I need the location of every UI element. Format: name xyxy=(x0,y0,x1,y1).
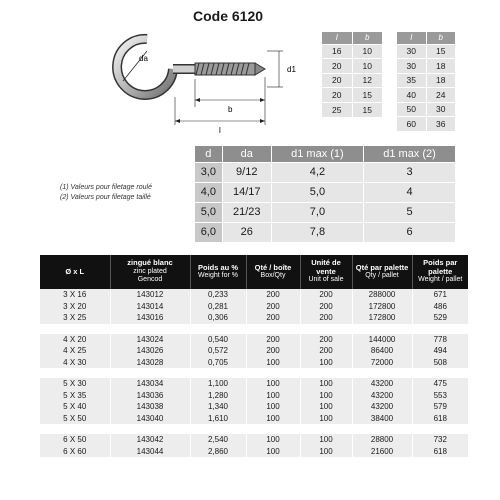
spacer-cell xyxy=(40,424,468,434)
table-row xyxy=(40,378,468,390)
header-sub: Qty / pallet xyxy=(365,272,399,279)
col-da: da xyxy=(222,146,271,162)
cell: 24 xyxy=(426,88,455,103)
header-main: Poids par palette xyxy=(423,258,458,276)
header-main: Qté / boîte xyxy=(254,262,292,272)
page-title: Code 6120 xyxy=(193,8,264,24)
cell: 4 xyxy=(364,182,455,202)
col-d: d xyxy=(195,146,222,162)
cell: 143012 xyxy=(110,289,190,301)
table-row xyxy=(195,182,455,202)
cell: 143016 xyxy=(110,312,190,324)
cell: 100 xyxy=(246,390,300,402)
label-l: l xyxy=(219,126,221,135)
cell: 4,2 xyxy=(271,162,363,182)
cell: 43200 xyxy=(352,390,412,402)
cell: 15 xyxy=(352,88,382,103)
cell: 4 X 20 xyxy=(40,334,110,346)
table-row xyxy=(195,202,455,222)
cell: 3 X 20 xyxy=(40,301,110,313)
table-row xyxy=(322,88,382,103)
cell: 200 xyxy=(246,289,300,301)
table-row xyxy=(397,88,455,103)
cell: 0,572 xyxy=(190,345,246,357)
cell: 3,0 xyxy=(195,162,222,182)
cell: 553 xyxy=(412,390,468,402)
cell: 0,281 xyxy=(190,301,246,313)
cell: 43200 xyxy=(352,401,412,413)
cell: 30 xyxy=(397,59,426,74)
spacer-cell xyxy=(40,324,468,334)
cell: 579 xyxy=(412,401,468,413)
cell: 100 xyxy=(246,378,300,390)
cell: 20 xyxy=(322,88,352,103)
table-row xyxy=(322,73,382,88)
col-box-qty xyxy=(246,255,300,289)
cell: 486 xyxy=(412,301,468,313)
cell: 5 X 30 xyxy=(40,378,110,390)
header-sub: Weight for % xyxy=(198,272,238,279)
col-b: b xyxy=(352,32,382,44)
cell: 100 xyxy=(300,434,352,446)
header-sub: zinc plated Gencod xyxy=(133,267,167,284)
col-d1-max-1: d1 max (1) xyxy=(271,146,363,162)
cell: 28800 xyxy=(352,434,412,446)
label-da: da xyxy=(139,54,148,63)
cell: 172800 xyxy=(352,301,412,313)
cell: 732 xyxy=(412,434,468,446)
cell: 200 xyxy=(246,301,300,313)
col-d1-max-2: d1 max (2) xyxy=(364,146,455,162)
cell: 143014 xyxy=(110,301,190,313)
table-row xyxy=(40,390,468,402)
cell: 1,610 xyxy=(190,413,246,425)
cell: 4 X 25 xyxy=(40,345,110,357)
table-row xyxy=(40,312,468,324)
cell: 4,0 xyxy=(195,182,222,202)
cell: 86400 xyxy=(352,345,412,357)
table-row xyxy=(397,102,455,117)
cell: 25 xyxy=(322,102,352,117)
group-spacer xyxy=(40,368,468,378)
header-sub: Box/Qty xyxy=(260,272,286,279)
cell: 494 xyxy=(412,345,468,357)
cell: 288000 xyxy=(352,289,412,301)
cell: 200 xyxy=(300,345,352,357)
cell: 200 xyxy=(246,334,300,346)
cell: 143024 xyxy=(110,334,190,346)
col-l: l xyxy=(322,32,352,44)
cell: 100 xyxy=(246,413,300,425)
header-main: Qté par palette xyxy=(355,262,409,272)
cell: 200 xyxy=(300,312,352,324)
cell: 1,340 xyxy=(190,401,246,413)
footnote-rolled-thread: (1) Valeurs pour filetage roulé xyxy=(60,184,152,191)
cell: 7,0 xyxy=(271,202,363,222)
header-main: Ø x L xyxy=(65,266,85,276)
header-main: zingué blanc xyxy=(127,258,173,268)
cell: 200 xyxy=(300,334,352,346)
cell: 5,0 xyxy=(195,202,222,222)
col-size xyxy=(40,255,110,289)
table-row xyxy=(40,446,468,458)
col-b: b xyxy=(426,32,455,44)
cell: 100 xyxy=(246,401,300,413)
header-main: Unité de vente xyxy=(311,258,341,276)
cell: 10 xyxy=(352,44,382,59)
cell: 1,100 xyxy=(190,378,246,390)
header-sub: Weight / pallet xyxy=(418,276,463,284)
cell: 778 xyxy=(412,334,468,346)
cell: 3 xyxy=(364,162,455,182)
table-row xyxy=(322,59,382,74)
cell: 18 xyxy=(426,59,455,74)
group-spacer xyxy=(40,324,468,334)
cell: 100 xyxy=(300,390,352,402)
cell: 618 xyxy=(412,413,468,425)
table-row xyxy=(397,117,455,132)
cell: 10 xyxy=(352,59,382,74)
col-pallet-qty xyxy=(352,255,412,289)
cell: 14/17 xyxy=(222,182,271,202)
cell: 200 xyxy=(300,289,352,301)
cell: 3 X 25 xyxy=(40,312,110,324)
cell: 0,540 xyxy=(190,334,246,346)
cell: 15 xyxy=(426,44,455,59)
cell: 143034 xyxy=(110,378,190,390)
cell: 0,233 xyxy=(190,289,246,301)
cell: 4 X 30 xyxy=(40,357,110,369)
col-gencod xyxy=(110,255,190,289)
cell: 1,280 xyxy=(190,390,246,402)
cell: 5 X 50 xyxy=(40,413,110,425)
table-row xyxy=(40,334,468,346)
cell: 143038 xyxy=(110,401,190,413)
cell: 200 xyxy=(300,301,352,313)
cell: 36 xyxy=(426,117,455,132)
table-row xyxy=(40,289,468,301)
table-row xyxy=(40,345,468,357)
cell: 2,540 xyxy=(190,434,246,446)
cell: 143026 xyxy=(110,345,190,357)
cell: 7,8 xyxy=(271,222,363,242)
table-row xyxy=(322,44,382,59)
table-row xyxy=(322,102,382,117)
cell: 2,860 xyxy=(190,446,246,458)
cell: 5 X 40 xyxy=(40,401,110,413)
cell: 100 xyxy=(300,378,352,390)
length-table-2 xyxy=(397,32,455,131)
table-row xyxy=(40,434,468,446)
cell: 30 xyxy=(397,44,426,59)
table-row xyxy=(40,401,468,413)
cell: 508 xyxy=(412,357,468,369)
cell: 16 xyxy=(322,44,352,59)
cell: 21/23 xyxy=(222,202,271,222)
spacer-cell xyxy=(40,368,468,378)
cell: 40 xyxy=(397,88,426,103)
cell: 143036 xyxy=(110,390,190,402)
table-row xyxy=(397,59,455,74)
table-row xyxy=(195,222,455,242)
cell: 20 xyxy=(322,59,352,74)
cell: 60 xyxy=(397,117,426,132)
cell: 3 X 16 xyxy=(40,289,110,301)
screw-hook-drawing xyxy=(95,25,310,140)
footnote-cut-thread: (2) Valeurs pour filetage taillé xyxy=(60,194,151,201)
cell: 30 xyxy=(426,102,455,117)
cell: 144000 xyxy=(352,334,412,346)
cell: 6,0 xyxy=(195,222,222,242)
label-d1: d1 xyxy=(287,65,296,74)
dimension-table xyxy=(195,146,455,242)
cell: 143028 xyxy=(110,357,190,369)
cell: 9/12 xyxy=(222,162,271,182)
cell: 21600 xyxy=(352,446,412,458)
cell: 143040 xyxy=(110,413,190,425)
cell: 618 xyxy=(412,446,468,458)
cell: 35 xyxy=(397,73,426,88)
cell: 18 xyxy=(426,73,455,88)
header-main: Poids au % xyxy=(197,262,238,272)
cell: 529 xyxy=(412,312,468,324)
cell: 5,0 xyxy=(271,182,363,202)
cell: 100 xyxy=(300,413,352,425)
cell: 100 xyxy=(300,446,352,458)
cell: 200 xyxy=(246,345,300,357)
cell: 20 xyxy=(322,73,352,88)
cell: 26 xyxy=(222,222,271,242)
cell: 72000 xyxy=(352,357,412,369)
cell: 100 xyxy=(300,401,352,413)
length-table-1 xyxy=(322,32,382,117)
footnotes xyxy=(60,183,152,203)
col-pallet-weight xyxy=(412,255,468,289)
cell: 671 xyxy=(412,289,468,301)
cell: 100 xyxy=(246,434,300,446)
cell: 172800 xyxy=(352,312,412,324)
table-row xyxy=(40,413,468,425)
col-l: l xyxy=(397,32,426,44)
cell: 15 xyxy=(352,102,382,117)
product-table-body xyxy=(40,289,468,457)
table-row xyxy=(397,73,455,88)
header-sub: Unit of sale xyxy=(308,276,344,284)
cell: 200 xyxy=(246,312,300,324)
table-row xyxy=(195,162,455,182)
cell: 6 X 60 xyxy=(40,446,110,458)
cell: 6 X 50 xyxy=(40,434,110,446)
table-row xyxy=(40,357,468,369)
cell: 38400 xyxy=(352,413,412,425)
product-table xyxy=(40,255,468,457)
cell: 43200 xyxy=(352,378,412,390)
cell: 143042 xyxy=(110,434,190,446)
cell: 12 xyxy=(352,73,382,88)
cell: 5 X 35 xyxy=(40,390,110,402)
group-spacer xyxy=(40,424,468,434)
cell: 475 xyxy=(412,378,468,390)
table-row xyxy=(397,44,455,59)
cell: 50 xyxy=(397,102,426,117)
cell: 5 xyxy=(364,202,455,222)
cell: 0,705 xyxy=(190,357,246,369)
cell: 100 xyxy=(246,357,300,369)
table-row xyxy=(40,301,468,313)
cell: 6 xyxy=(364,222,455,242)
cell: 143044 xyxy=(110,446,190,458)
col-unit xyxy=(300,255,352,289)
col-weight xyxy=(190,255,246,289)
cell: 100 xyxy=(300,357,352,369)
label-b: b xyxy=(228,105,233,114)
cell: 100 xyxy=(246,446,300,458)
cell: 0,306 xyxy=(190,312,246,324)
